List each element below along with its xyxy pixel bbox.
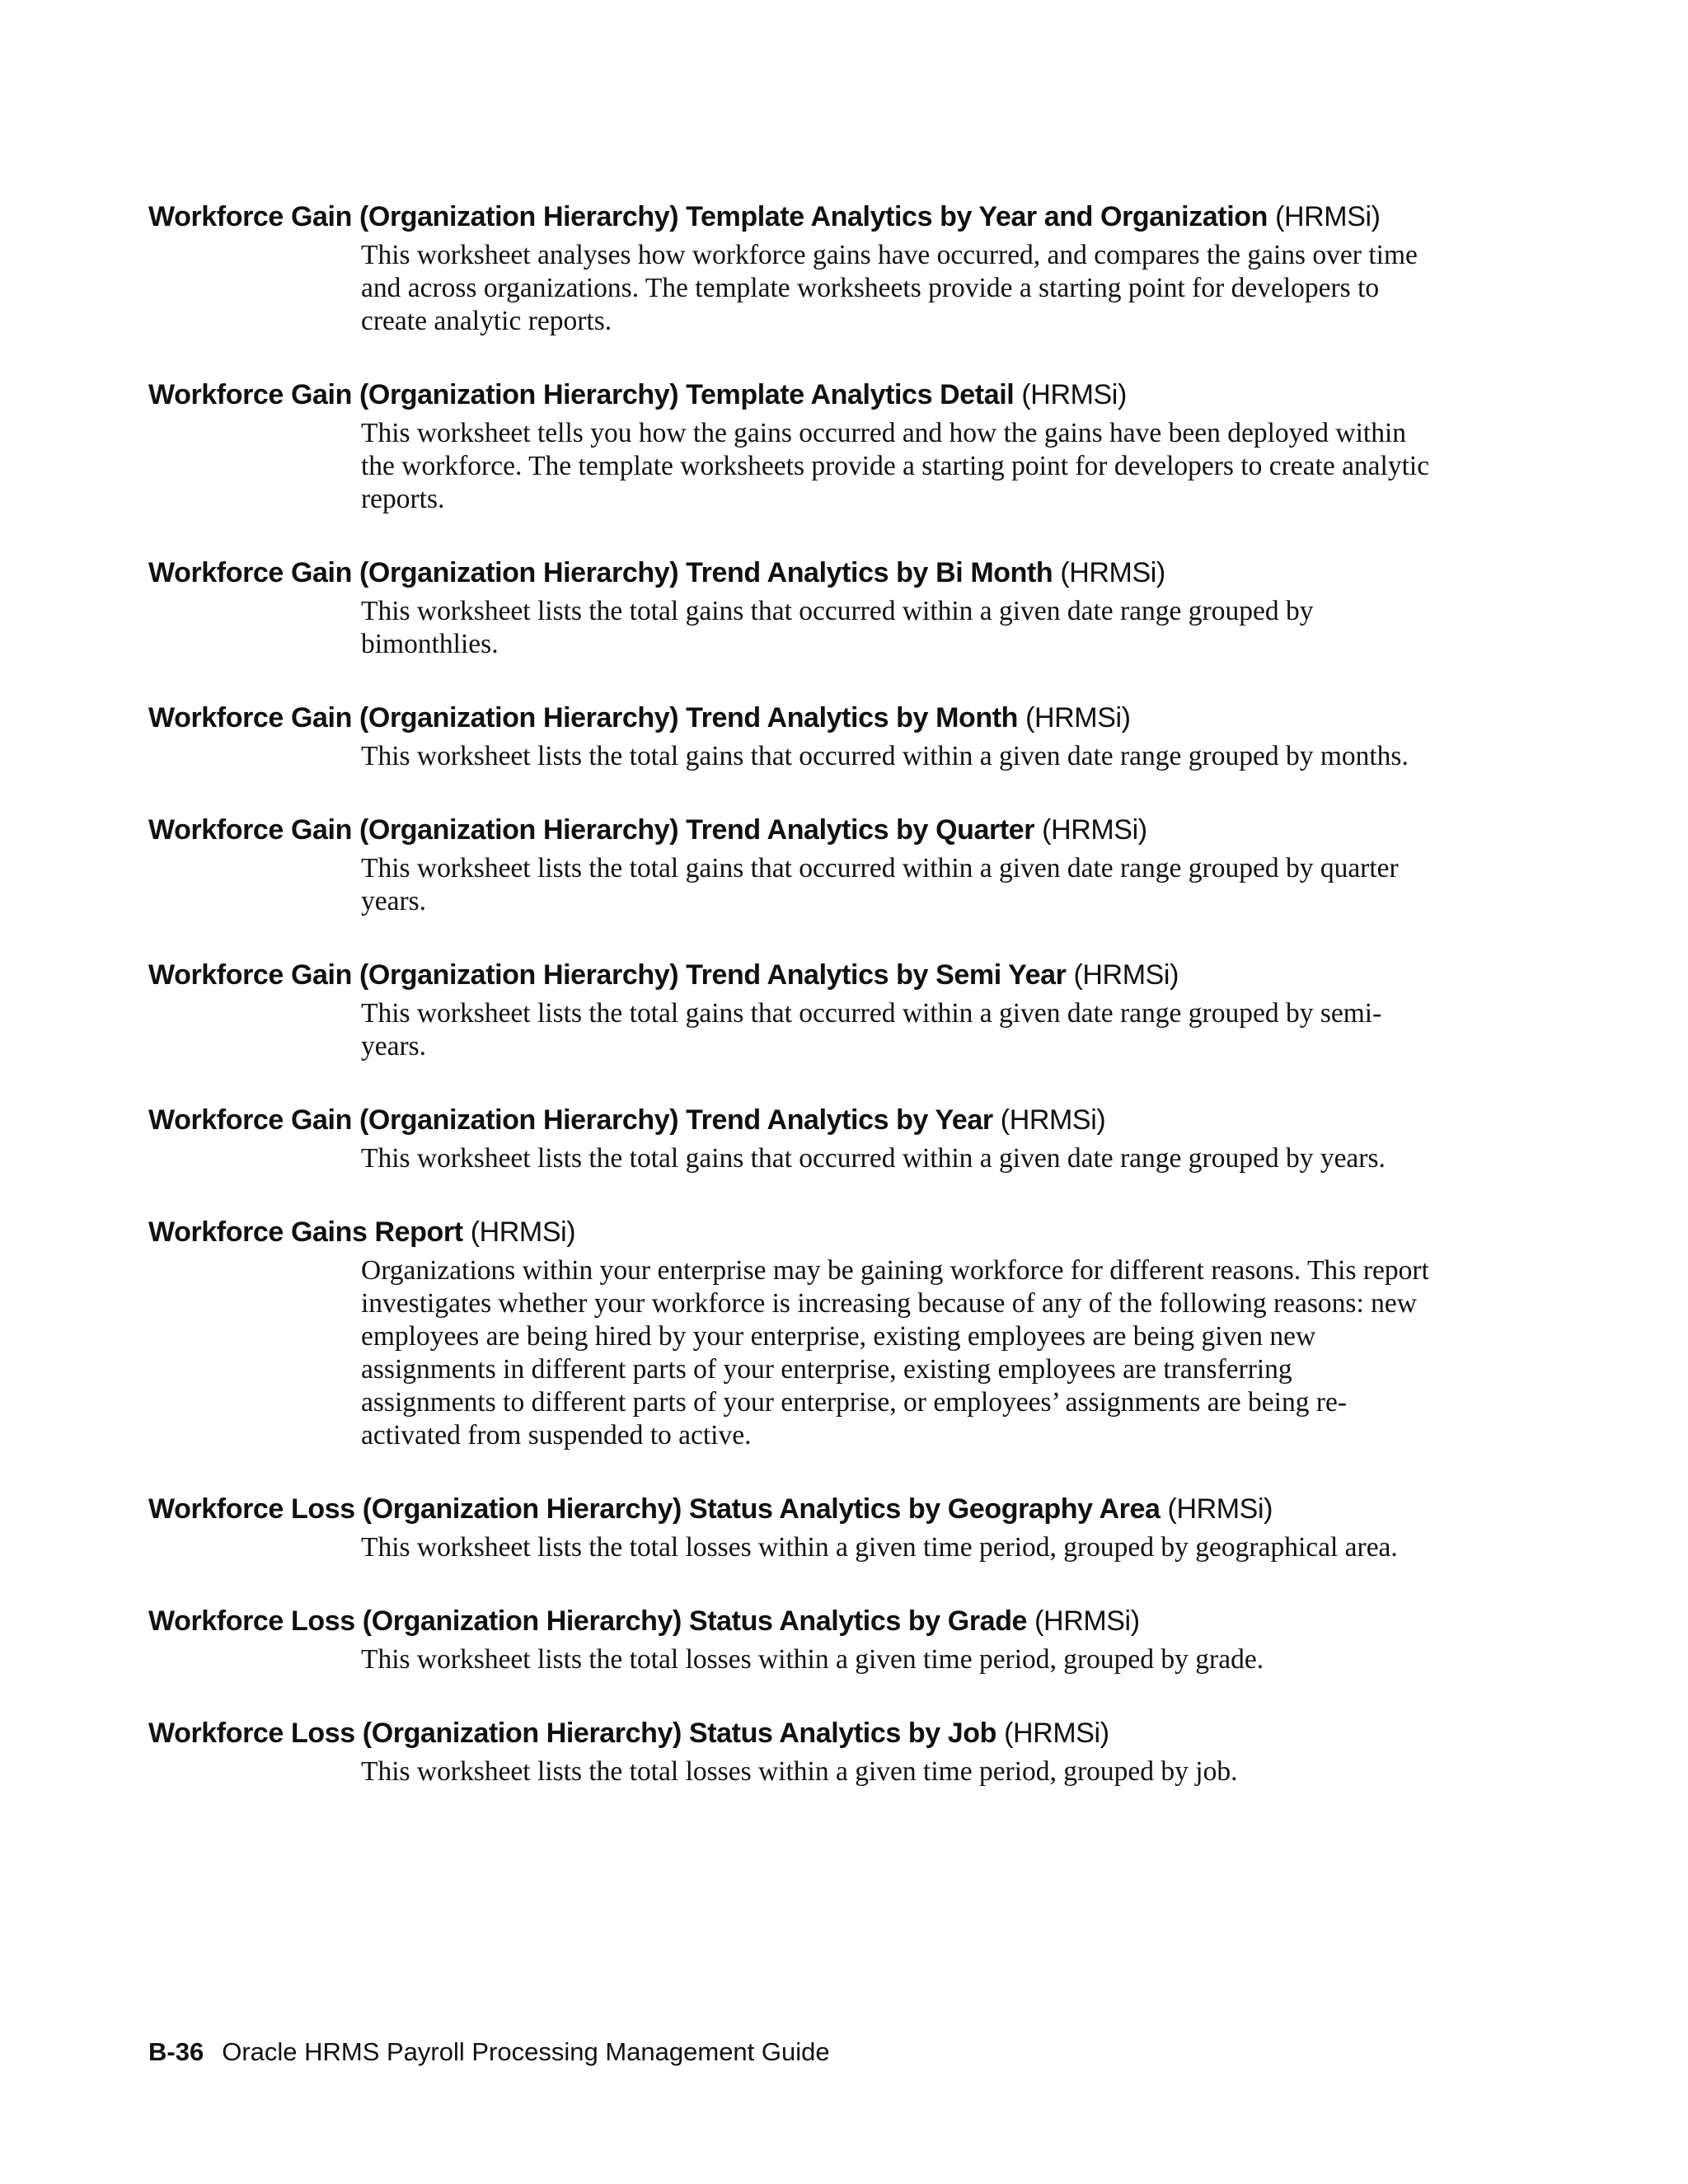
report-entry (148, 555, 1451, 661)
report-entry (148, 958, 1451, 1063)
entry-heading (148, 958, 1451, 992)
entry-tag: (HRMSi) (1060, 557, 1165, 588)
entry-name: Workforce Loss (Organization Hierarchy) Status Analytics by Grade (148, 1605, 1028, 1637)
entry-name: Workforce Gain (Organization Hierarchy) Trend Analytics by Bi Month (148, 557, 1053, 588)
entry-heading (148, 1492, 1451, 1526)
entry-name: Workforce Gain (Organization Hierarchy) Trend Analytics by Year (148, 1104, 993, 1136)
entry-description: This worksheet lists the total gains that occurred within a given date range grouped by semi-years. (361, 998, 1382, 1062)
entry-description: Organizations within your enterprise may be gaining workforce for different reasons. This report investigates whether your workforce is increasing because of any of the following reasons: new employees are being hired by your enterprise, existing employees are being given new assignments in different parts of your enterprise, existing employees are transferring assignments to different parts of your enterprise, or employees’ assignments are being re-activated from suspended to active. (361, 1255, 1429, 1451)
report-entry (148, 199, 1451, 338)
entry-tag: (HRMSi) (1021, 379, 1127, 410)
entry-name: Workforce Gains Report (148, 1216, 463, 1248)
entry-heading (148, 555, 1451, 590)
entry-description: This worksheet lists the total gains that occurred within a given date range grouped by years. (361, 1143, 1386, 1174)
page-footer (148, 2036, 830, 2069)
entry-heading (148, 1604, 1451, 1638)
entry-tag: (HRMSi) (1167, 1493, 1273, 1525)
entry-name: Workforce Gain (Organization Hierarchy) Template Analytics Detail (148, 379, 1015, 410)
entry-name: Workforce Gain (Organization Hierarchy) Trend Analytics by Quarter (148, 814, 1035, 846)
entry-description: This worksheet lists the total losses within a given time period, grouped by geographical area. (361, 1532, 1398, 1563)
entry-tag: (HRMSi) (1073, 959, 1179, 991)
report-entry (148, 1716, 1451, 1788)
entry-tag: (HRMSi) (1025, 702, 1131, 733)
entry-heading (148, 1103, 1451, 1137)
entry-heading (148, 1716, 1451, 1750)
entry-description: This worksheet lists the total gains that occurred within a given date range grouped by bimonthlies. (361, 596, 1314, 659)
entry-name: Workforce Loss (Organization Hierarchy) Status Analytics by Job (148, 1718, 997, 1749)
entry-heading (148, 1215, 1451, 1249)
report-entry (148, 1103, 1451, 1175)
entry-description: This worksheet lists the total losses within a given time period, grouped by job. (361, 1756, 1238, 1787)
entry-description: This worksheet lists the total gains that occurred within a given date range grouped by quarter years. (361, 853, 1399, 916)
entry-heading (148, 701, 1451, 735)
entry-name: Workforce Gain (Organization Hierarchy) Trend Analytics by Month (148, 702, 1019, 733)
report-entry (148, 1604, 1451, 1676)
entry-tag: (HRMSi) (1004, 1718, 1109, 1749)
entry-description: This worksheet tells you how the gains occurred and how the gains have been deployed within the workforce. The template worksheets provide a starting point for developers to create analytic reports. (361, 418, 1430, 514)
report-entry (148, 1215, 1451, 1452)
entry-heading (148, 377, 1451, 412)
entry-name: Workforce Gain (Organization Hierarchy) Trend Analytics by Semi Year (148, 959, 1067, 991)
entry-tag: (HRMSi) (1034, 1605, 1140, 1637)
report-entry (148, 1492, 1451, 1564)
entry-tag: (HRMSi) (1275, 201, 1381, 232)
report-entry (148, 377, 1451, 516)
entry-name: Workforce Gain (Organization Hierarchy) Template Analytics by Year and Organization (148, 201, 1268, 232)
entry-heading (148, 813, 1451, 847)
entry-tag: (HRMSi) (1042, 814, 1147, 846)
entry-description: This worksheet lists the total gains that occurred within a given date range grouped by months. (361, 741, 1409, 771)
report-entry (148, 701, 1451, 773)
entry-name: Workforce Loss (Organization Hierarchy) Status Analytics by Geography Area (148, 1493, 1160, 1525)
entry-heading (148, 199, 1451, 234)
entry-tag: (HRMSi) (470, 1216, 576, 1248)
entry-tag: (HRMSi) (1000, 1104, 1106, 1136)
report-entry-list (148, 199, 1451, 1828)
book-title: Oracle HRMS Payroll Processing Management Guide (222, 2037, 830, 2066)
entry-description: This worksheet analyses how workforce gains have occurred, and compares the gains over time and across organizations. The template worksheets provide a starting point for developers to create analytic reports. (361, 240, 1418, 336)
report-entry (148, 813, 1451, 918)
entry-description: This worksheet lists the total losses within a given time period, grouped by grade. (361, 1644, 1264, 1675)
page-number: B-36 (148, 2037, 204, 2066)
